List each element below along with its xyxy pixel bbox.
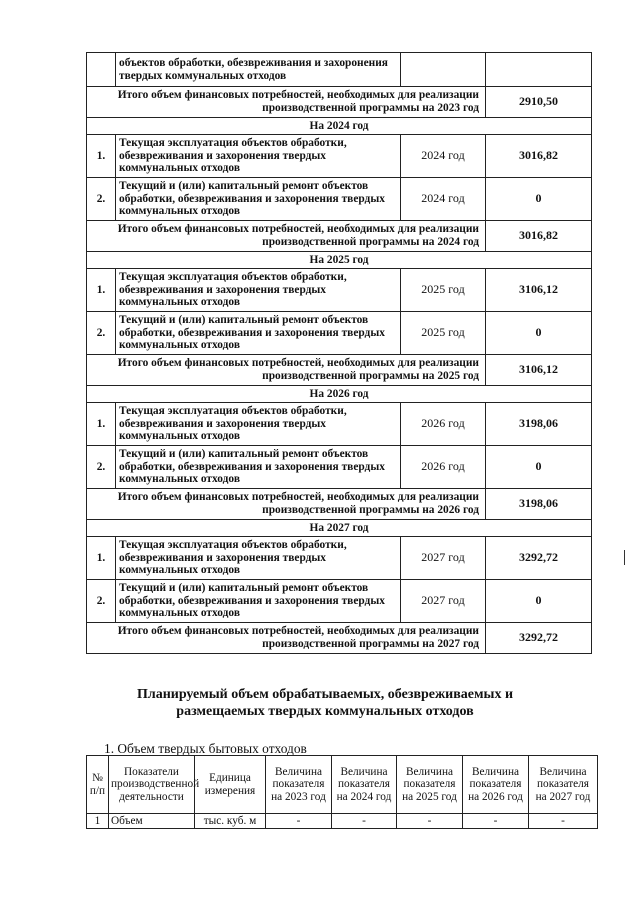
row-number-cell: 1. [87, 403, 116, 446]
margin-mark [624, 550, 625, 565]
table-row [87, 178, 592, 221]
row-number-cell: 1. [87, 269, 116, 312]
total-row [87, 221, 592, 252]
period-cell: 2025 год [401, 312, 486, 355]
period-cell: 2024 год [401, 135, 486, 178]
section-heading-line-2: размещаемых твердых коммунальных отходов [176, 704, 474, 719]
period-cell: 2025 год [401, 269, 486, 312]
value-cell: - [397, 814, 463, 829]
row-number-cell: 1. [87, 537, 116, 580]
work-name-cell: Текущая эксплуатация объектов обработки, обезвреживания и захоронения твердых коммунальных отходов [116, 269, 401, 312]
year-header-row [87, 118, 592, 135]
year-header-row [87, 252, 592, 269]
period-cell: 2026 год [401, 403, 486, 446]
work-name-cell: Текущая эксплуатация объектов обработки, обезвреживания и захоронения твердых коммунальных отходов [116, 135, 401, 178]
row-number-cell: 1 [87, 814, 109, 829]
header-cell: Величина показателя на 2023 год [266, 756, 332, 814]
amount-cell: 3106,12 [486, 269, 592, 312]
work-name-cell: Текущий и (или) капитальный ремонт объектов обработки, обезвреживания и захоронения твердых коммунальных отходов [116, 312, 401, 355]
amount-cell: 0 [486, 446, 592, 489]
header-cell: Величина показателя на 2024 год [332, 756, 397, 814]
period-cell [401, 53, 486, 87]
work-name-cell: Текущий и (или) капитальный ремонт объектов обработки, обезвреживания и захоронения твердых коммунальных отходов [116, 178, 401, 221]
amount-cell: 0 [486, 178, 592, 221]
header-cell: Величина показателя на 2026 год [463, 756, 529, 814]
header-cell: Единица измерения [195, 756, 266, 814]
table-row [87, 537, 592, 580]
period-cell: 2027 год [401, 580, 486, 623]
header-cell: Величина показателя на 2027 год [529, 756, 598, 814]
row-number-cell: 2. [87, 446, 116, 489]
section-heading-line-1: Планируемый объем обрабатываемых, обезвреживаемых и [136, 687, 514, 702]
header-row [87, 756, 598, 814]
amount-cell: 0 [486, 580, 592, 623]
table-row [87, 403, 592, 446]
amount-cell: 0 [486, 312, 592, 355]
total-row [87, 489, 592, 520]
row-number-cell: 1. [87, 135, 116, 178]
year-header-cell: На 2025 год [87, 252, 592, 269]
row-number-cell: 2. [87, 580, 116, 623]
year-header-cell: На 2024 год [87, 118, 592, 135]
work-name-cell: Текущий и (или) капитальный ремонт объектов обработки, обезвреживания и захоронения твердых коммунальных отходов [116, 446, 401, 489]
header-cell: № п/п [87, 756, 109, 814]
total-row [87, 87, 592, 118]
waste-volume-table [86, 755, 598, 829]
section-heading [60, 686, 590, 720]
financial-needs-table [86, 52, 592, 654]
period-cell: 2026 год [401, 446, 486, 489]
total-label-cell: Итого объем финансовых потребностей, необходимых для реализации производственной программы на 2027 год [87, 623, 486, 654]
year-header-cell: На 2027 год [87, 520, 592, 537]
total-row [87, 355, 592, 386]
row-number-cell [87, 53, 116, 87]
subheading: 1. Объем твердых бытовых отходов [104, 741, 307, 756]
table-row [87, 53, 592, 87]
financial-needs-table-body [87, 53, 592, 654]
unit-cell: тыс. куб. м [195, 814, 266, 829]
table-row [87, 312, 592, 355]
work-name-cell: объектов обработки, обезвреживания и захоронения твердых коммунальных отходов [116, 53, 401, 87]
table-row [87, 580, 592, 623]
total-row [87, 623, 592, 654]
total-label-cell: Итого объем финансовых потребностей, необходимых для реализации производственной программы на 2025 год [87, 355, 486, 386]
table-row [87, 814, 598, 829]
value-cell: - [529, 814, 598, 829]
total-value-cell: 3106,12 [486, 355, 592, 386]
total-label-cell: Итого объем финансовых потребностей, необходимых для реализации производственной программы на 2023 год [87, 87, 486, 118]
header-cell: Показатели производственной деятельности [109, 756, 195, 814]
table-row [87, 446, 592, 489]
header-cell: Величина показателя на 2025 год [397, 756, 463, 814]
work-name-cell: Текущая эксплуатация объектов обработки, обезвреживания и захоронения твердых коммунальных отходов [116, 537, 401, 580]
year-header-row [87, 386, 592, 403]
period-cell: 2024 год [401, 178, 486, 221]
table-row [87, 269, 592, 312]
total-value-cell: 3292,72 [486, 623, 592, 654]
amount-cell: 3016,82 [486, 135, 592, 178]
row-number-cell: 2. [87, 312, 116, 355]
value-cell: - [266, 814, 332, 829]
total-value-cell: 3198,06 [486, 489, 592, 520]
total-label-cell: Итого объем финансовых потребностей, необходимых для реализации производственной программы на 2026 год [87, 489, 486, 520]
row-number-cell: 2. [87, 178, 116, 221]
amount-cell: 3292,72 [486, 537, 592, 580]
year-header-row [87, 520, 592, 537]
work-name-cell: Текущая эксплуатация объектов обработки, обезвреживания и захоронения твердых коммунальных отходов [116, 403, 401, 446]
indicator-cell: Объем [109, 814, 195, 829]
total-value-cell: 2910,50 [486, 87, 592, 118]
period-cell: 2027 год [401, 537, 486, 580]
total-label-cell: Итого объем финансовых потребностей, необходимых для реализации производственной программы на 2024 год [87, 221, 486, 252]
value-cell: - [463, 814, 529, 829]
total-value-cell: 3016,82 [486, 221, 592, 252]
year-header-cell: На 2026 год [87, 386, 592, 403]
work-name-cell: Текущий и (или) капитальный ремонт объектов обработки, обезвреживания и захоронения твердых коммунальных отходов [116, 580, 401, 623]
amount-cell [486, 53, 592, 87]
value-cell: - [332, 814, 397, 829]
table-row [87, 135, 592, 178]
amount-cell: 3198,06 [486, 403, 592, 446]
